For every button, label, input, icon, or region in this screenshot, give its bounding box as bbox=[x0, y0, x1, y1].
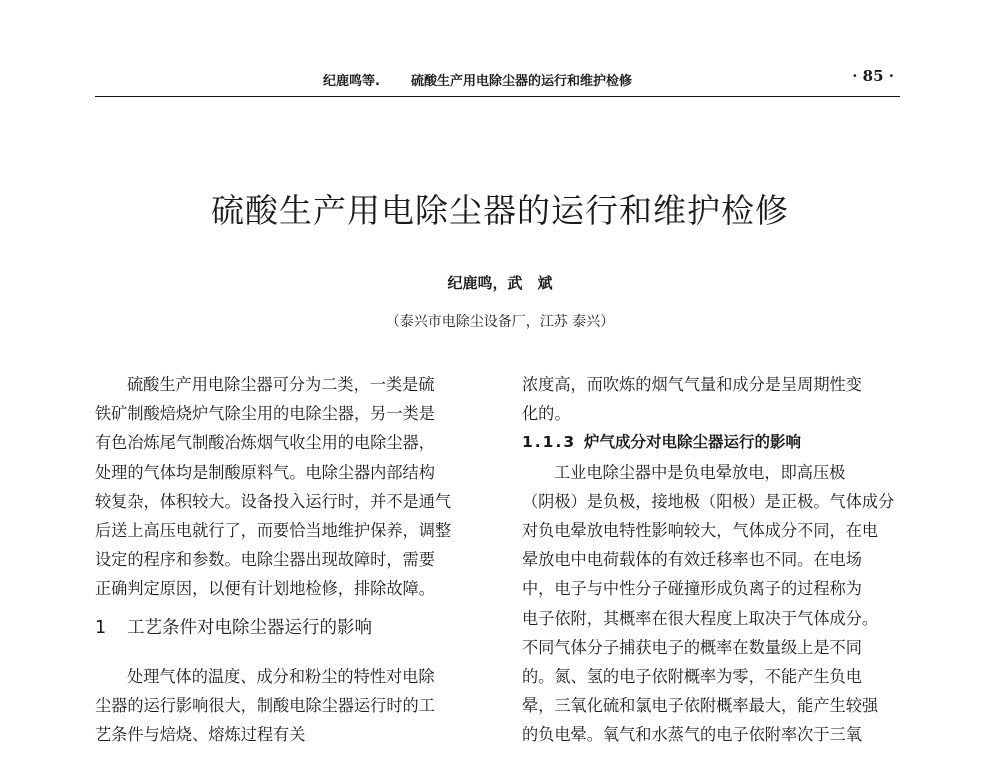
page-number: · 85 · bbox=[852, 67, 894, 85]
running-head-authors: 纪鹿鸣等. bbox=[323, 74, 380, 89]
text-line: 艺条件与焙烧、熔炼过程有关 bbox=[95, 724, 306, 744]
article-title: 硫酸生产用电除尘器的运行和维护检修 bbox=[211, 191, 789, 230]
text-line: 浓度高，而吹炼的烟气气量和成分是呈周期性变 bbox=[522, 375, 862, 394]
text-line: 的负电晕。氧气和水蒸气的电子依附率次于三氧 bbox=[522, 725, 862, 745]
left-column bbox=[95, 370, 483, 749]
running-head bbox=[95, 66, 900, 92]
text-line: 工业电除尘器中是负电晕放电，即高压极 bbox=[554, 462, 846, 482]
right-column bbox=[522, 370, 910, 749]
subsection-heading bbox=[522, 428, 910, 457]
text-line: 晕放电中电荷载体的有效迁移率也不同。在电场 bbox=[522, 550, 862, 570]
text-line: 对负电晕放电特性影响较大，气体成分不同，在电 bbox=[522, 520, 879, 540]
text-line: 尘器的运行影响很大，制酸电除尘器运行时的工 bbox=[95, 695, 435, 715]
text-line: 有色冶炼尾气制酸冶炼烟气收尘用的电除尘器， bbox=[95, 433, 435, 453]
text-line: （阴极）是负极，接地极（阳极）是正极。气体成分 bbox=[522, 491, 895, 511]
subsection-number: 1.1.3 bbox=[522, 433, 577, 452]
text-line: 铁矿制酸焙烧炉气除尘用的电除尘器，另一类是 bbox=[95, 404, 435, 424]
text-line: 正确判定原因，以便有计划地检修，排除故障。 bbox=[95, 579, 435, 599]
subsection-title: 炉气成分对电除尘器运行的影响 bbox=[584, 433, 802, 452]
section-heading bbox=[95, 610, 483, 646]
article-authors: 纪鹿鸣，武 斌 bbox=[447, 274, 553, 292]
text-line: 晕，三氧化硫和氯电子依附概率最大，能产生较强 bbox=[522, 696, 879, 716]
header-rule bbox=[95, 96, 900, 97]
section-title: 工艺条件对电除尘器运行的影响 bbox=[127, 617, 372, 638]
text-line: 设定的程序和参数。电除尘器出现故障时，需要 bbox=[95, 550, 435, 570]
text-line: 较复杂，体积较大。设备投入运行时，并不是通气 bbox=[95, 491, 452, 511]
text-line: 处理的气体均是制酸原料气。电除尘器内部结构 bbox=[95, 462, 435, 482]
text-line: 化的。 bbox=[522, 404, 571, 424]
text-line: 电子依附，其概率在很大程度上取决于气体成分。 bbox=[522, 608, 879, 628]
running-head-title: 硫酸生产用电除尘器的运行和维护检修 bbox=[411, 74, 633, 89]
text-line: 后送上高压电就行了，而要恰当地维护保养，调整 bbox=[95, 520, 452, 540]
text-line: 中，电子与中性分子碰撞形成负离子的过程称为 bbox=[522, 579, 862, 599]
section-number: 1 bbox=[95, 617, 107, 638]
article-affiliation: （泰兴市电除尘设备厂，江苏 泰兴） bbox=[385, 314, 615, 330]
text-line: 不同气体分子捕获电子的概率在数量级上是不同 bbox=[522, 637, 862, 657]
text-line: 硫酸生产用电除尘器可分为二类，一类是硫 bbox=[127, 375, 435, 394]
text-line: 的。氮、氢的电子依附概率为零，不能产生负电 bbox=[522, 666, 862, 686]
text-line: 处理气体的温度、成分和粉尘的特性对电除 bbox=[127, 666, 435, 686]
